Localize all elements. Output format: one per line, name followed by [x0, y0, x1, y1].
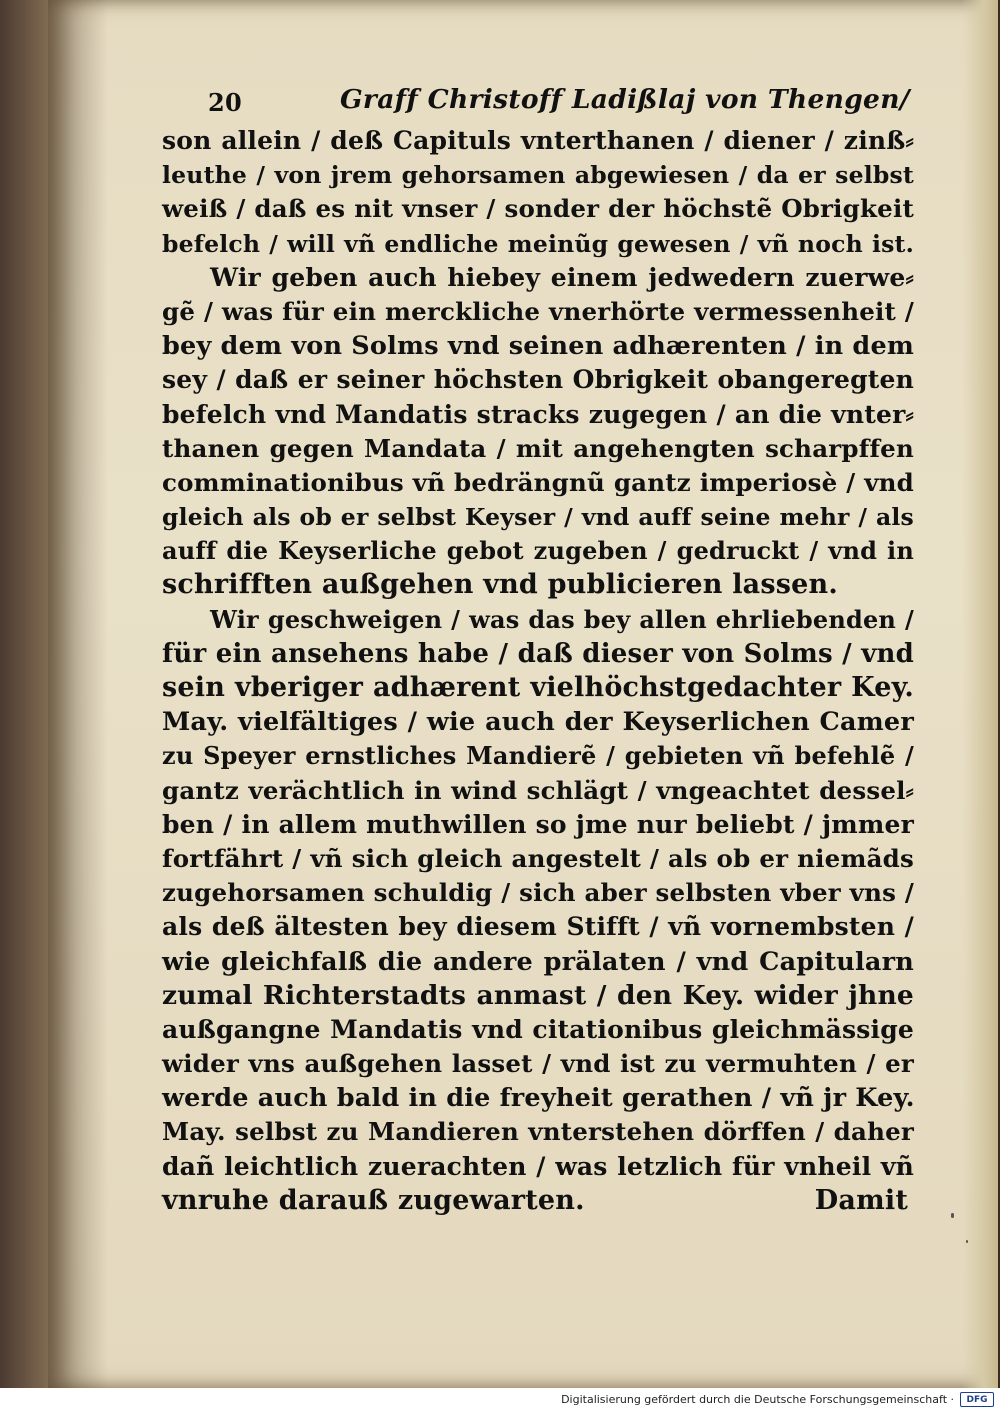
funding-credit: Digitalisierung gefördert durch die Deutsche Forschungsgemeinschaft ·: [561, 1393, 954, 1406]
text-line: Wir geschweigen / was das bey allen ehrliebenden /: [210, 604, 914, 634]
dfg-logo-icon: DFG: [960, 1392, 994, 1407]
text-line: fortfährt / vñ sich gleich angestelt / als ob er niemãds: [162, 843, 914, 873]
text-line: comminationibus vñ bedrängnũ gantz imperiosè / vnd: [162, 467, 914, 497]
text-line: außgangne Mandatis vnd citationibus gleichmässige: [162, 1014, 914, 1044]
text-line: gleich als ob er selbst Keyser / vnd auff seine mehr / als: [162, 503, 914, 532]
text-line: son allein / deß Capituls vnterthanen / diener / zinß⸗: [162, 126, 914, 155]
text-line: wie gleichfalß die andere prälaten / vnd Capitularn: [162, 946, 914, 977]
text-line: May. vielfältiges / wie auch der Keyserlichen Camer: [162, 707, 914, 738]
text-line: sein vberiger adhærent vielhöchstgedachter Key.: [162, 672, 914, 703]
text-line: befelch vnd Mandatis stracks zugegen / an die vnter⸗: [162, 399, 914, 429]
text-line: schrifften außgehen vnd publicieren lassen.: [162, 569, 838, 601]
text-line: sey / daß er seiner höchsten Obrigkeit obangeregten: [162, 365, 914, 395]
text-line: Wir geben auch hiebey einem jedwedern zuerwe⸗: [210, 262, 914, 292]
text-line: auff die Keyserliche gebot zugeben / gedruckt / vnd in: [162, 536, 914, 566]
running-head: Graff Christoff Ladißlaj von Thengen/: [340, 84, 910, 115]
text-line: zumal Richterstadts anmast / den Key. wider jhne: [162, 979, 914, 1011]
text-line: befelch / will vñ endliche meinũg gewesen / vñ noch ist.: [162, 229, 914, 258]
text-line: May. selbst zu Mandieren vnterstehen dörffen / daher: [162, 1117, 914, 1147]
text-line: dañ leichtlich zuerachten / was letzlich für vnheil vñ: [162, 1151, 914, 1181]
text-line-final-text: vnruhe darauß zugewarten.: [162, 1184, 585, 1216]
text-line: als deß ältesten bey diesem Stifft / vñ vornembsten /: [162, 912, 914, 942]
page-text-block: [162, 78, 914, 1218]
text-line: gẽ / was für ein merckliche vnerhörte vermessenheit /: [162, 296, 914, 326]
text-line: wider vns außgehen lasset / vnd ist zu vermuhten / er: [162, 1049, 914, 1079]
page-edge: [962, 0, 998, 1388]
text-line: zu Speyer ernstliches Mandierẽ / gebieten vñ befehlẽ /: [162, 741, 914, 771]
paper-speck: [951, 1213, 954, 1218]
paper-speck: [966, 1240, 968, 1243]
page-header: [162, 78, 914, 124]
text-line: zugehorsamen schuldig / sich aber selbsten vber vns /: [162, 878, 914, 908]
gutter-shadow: [48, 0, 108, 1388]
text-line: gantz verächtlich in wind schlägt / vngeachtet dessel⸗: [162, 775, 914, 805]
catchword: Damit: [814, 1184, 908, 1216]
text-line: leuthe / von jrem gehorsamen abgewiesen / da er selbst: [162, 161, 914, 190]
text-line: weiß / daß es nit vnser / sonder der höchstẽ Obrigkeit: [162, 194, 914, 224]
text-line: werde auch bald in die freyheit gerathen / vñ jr Key.: [162, 1083, 915, 1114]
text-line: für ein ansehens habe / daß dieser von Solms / vnd: [162, 638, 914, 669]
footer-bar: [0, 1388, 1000, 1412]
text-line: bey dem von Solms vnd seinen adhærenten / in dem: [162, 331, 915, 362]
page-number: 20: [208, 88, 242, 117]
text-line: thanen gegen Mandata / mit angehengten scharpffen: [162, 433, 914, 463]
text-line-final: [162, 1184, 914, 1218]
text-line: ben / in allem muthwillen so jme nur beliebt / jmmer: [162, 809, 914, 839]
